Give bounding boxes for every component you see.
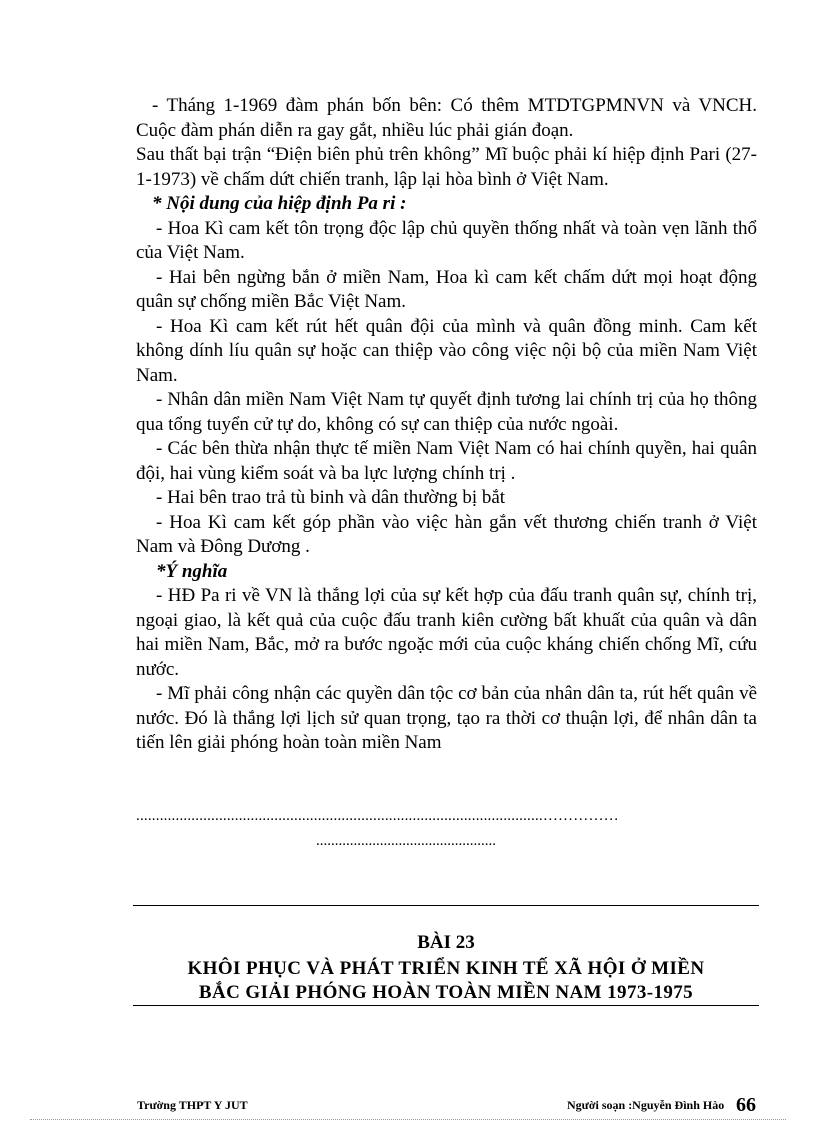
content-item-5: - Các bên thừa nhận thực tế miền Nam Việt Nam có hai chính quyền, hai quân đội, hai vùng kiểm soát và ba lực lượng chính trị . — [136, 438, 757, 484]
meaning-item-2: - Mĩ phải công nhận các quyền dân tộc cơ bản của nhân dân ta, rút hết quân về nước. Đó là thắng lợi lịch sử quan trọng, tạo ra thời cơ thuận lợi, để nhân dân ta tiến lên giải phóng hoàn toàn miền Nam — [136, 683, 757, 753]
footer-author: Người soạn :Nguyễn Đình Hào — [567, 1098, 725, 1112]
heading-agreement-content: * Nội dung của hiệp định Pa ri : — [152, 193, 407, 214]
section-divider-bottom — [133, 1005, 759, 1006]
footer-divider — [30, 1119, 786, 1120]
section-divider-top — [133, 905, 759, 906]
paragraph-talks: - Tháng 1-1969 đàm phán bốn bên: Có thêm MTDTGPMNVN và VNCH. Cuộc đàm phán diễn ra gay gắt, nhiều lúc phải gián đoạn. — [136, 95, 757, 141]
body-text — [136, 94, 757, 756]
content-item-3: - Hoa Kì cam kết rút hết quân đội của mình và quân đồng minh. Cam kết không dính líu quân sự hoặc can thiệp vào công việc nội bộ của miền Nam Việt Nam. — [136, 315, 757, 386]
content-item-7: - Hoa Kì cam kết góp phần vào việc hàn gắn vết thương chiến tranh ở Việt Nam và Đông Dương . — [136, 511, 757, 557]
dotted-line-2: ................................................ — [316, 833, 496, 849]
content-item-2: - Hai bên ngừng bắn ở miền Nam, Hoa kì cam kết chấm dứt mọi hoạt động quân sự chống miền Bắc Việt Nam. — [136, 266, 757, 312]
footer-school: Trường THPT Y JUT — [137, 1098, 248, 1112]
lesson-title-line-1: KHÔI PHỤC VÀ PHÁT TRIỂN KINH TẾ XÃ HỘI Ở MIỀN — [187, 958, 705, 979]
dotted-line-1: .......................................................................................................…………… — [136, 808, 619, 824]
page-number: 66 — [736, 1094, 756, 1116]
lesson-title-line-2: BẮC GIẢI PHÓNG HOÀN TOÀN MIỀN NAM 1973-1975 — [198, 982, 694, 1003]
meaning-item-1: - HĐ Pa ri về VN là thắng lợi của sự kết hợp của đấu tranh quân sự, chính trị, ngoại giao, là kết quả của cuộc đấu tranh kiên cường bất khuất của quân và dân hai miền Nam, Bắc, mở ra bước ngoặc mới của cuộc kháng chiến chống Mĩ, cứu nước. — [136, 585, 757, 680]
paragraph-paris-agreement: Sau thất bại trận “Điện biên phủ trên không” Mĩ buộc phải kí hiệp định Pari (27-1-1973) về chấm dứt chiến tranh, lập lại hòa bình ở Việt Nam. — [136, 144, 757, 190]
lesson-number: BÀI 23 — [417, 932, 475, 953]
content-item-6: - Hai bên trao trả tù binh và dân thường bị bắt — [156, 487, 506, 508]
content-item-1: - Hoa Kì cam kết tôn trọng độc lập chủ quyền thống nhất và toàn vẹn lãnh thổ của Việt Nam. — [136, 217, 757, 263]
content-item-4: - Nhân dân miền Nam Việt Nam tự quyết định tương lai chính trị của họ thông qua tổng tuyển cử tự do, không có sự can thiệp của nước ngoài. — [136, 389, 757, 435]
heading-meaning: *Ý nghĩa — [156, 560, 228, 582]
